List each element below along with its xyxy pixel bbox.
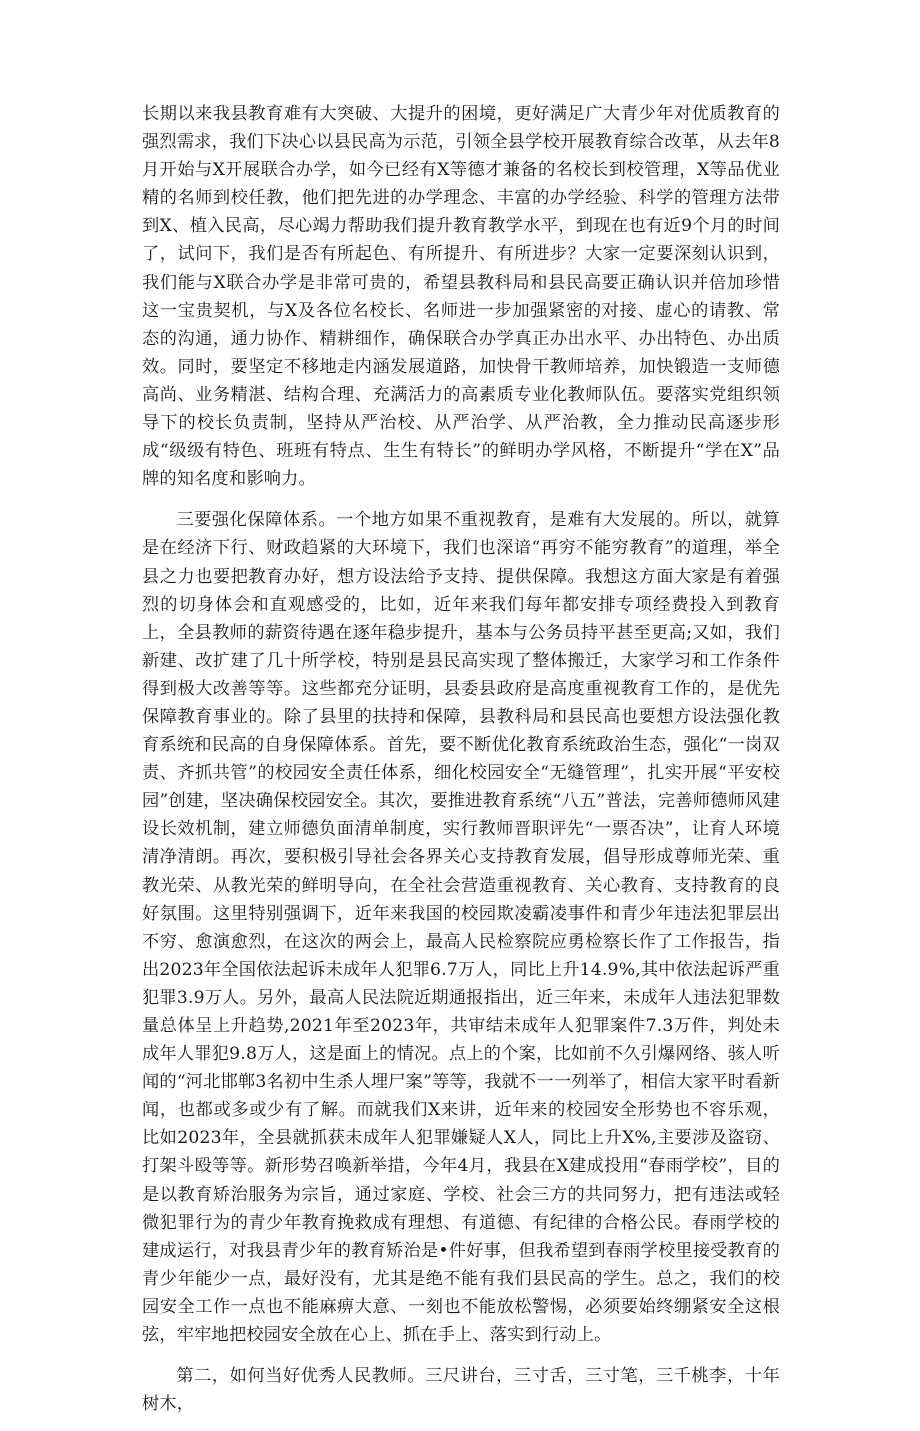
paragraph-guarantee-system: 三要强化保障体系。一个地方如果不重视教育，是难有大发展的。所以，就算是在经济下行、财政趋紧的大环境下，我们也深谙“再穷不能穷教育”的道理，举全县之力也要把教育办好，想方设法给予支持、提供保障。我想这方面大家是有着强烈的切身体会和直观感受的，比如，近年来我们每年都安排专项经费投入到教育上，全县教师的薪资待遇在逐年稳步提升，基本与公务员持平甚至更高;又如，我们新建、改扩建了几十所学校，特别是县民高实现了整体搬迁，大家学习和工作条件得到极大改善等等。这些都充分证明，县委县政府是高度重视教育工作的，是优先保障教育事业的。除了县里的扶持和保障，县教科局和县民高也要想方设法强化教育系统和民高的自身保障体系。首先，要不断优化教育系统政治生态，强化“一岗双责、齐抓共管”的校园安全责任体系，细化校园安全“无缝管理”，扎实开展“平安校园”创建，坚决确保校园安全。其次，要推进教育系统“八五”普法，完善师德师风建设长效机制，建立师德负面清单制度，实行教师晋职评先“一票否决”，让育人环境清净清朗。再次，要积极引导社会各界关心支持教育发展，倡导形成尊师光荣、重教光荣、从教光荣的鲜明导向，在全社会营造重视教育、关心教育、支持教育的良好氛围。这里特别强调下，近年来我国的校园欺凌霸凌事件和青少年违法犯罪层出不穷、愈演愈烈，在这次的两会上，最高人民检察院应勇检察长作了工作报告，指出2023年全国依法起诉未成年人犯罪6.7万人，同比上升14.9%,其中依法起诉严重犯罪3.9万人。另外，最高人民法院近期通报指出，近三年来，未成年人违法犯罪数量总体呈上升趋势,2021年至2023年，共审结未成年人犯罪案件7.3万件，判处未成年人罪犯9.8万人，这是面上的情况。点上的个案，比如前不久引爆网络、骇人听闻的“河北邯郸3名初中生杀人埋尸案”等等，我就不一一列举了，相信大家平时看新闻，也都或多或少有了解。而就我们X来讲，近年来的校园安全形势也不容乐观，比如2023年，全县就抓获未成年人犯罪嫌疑人X人，同比上升X%,主要涉及盗窃、打架斗殴等等。新形势召唤新举措，今年4月，我县在X建成投用“春雨学校”，目的是以教育矫治服务为宗旨，通过家庭、学校、社会三方的共同努力，把有违法或轻微犯罪行为的青少年教育挽救成有理想、有道德、有纪律的合格公民。春雨学校的建成运行，对我县青少年的教育矫治是•件好事，但我希望到春雨学校里接受教育的青少年能少一点，最好没有，尤其是绝不能有我们县民高的学生。总之，我们的校园安全工作一点也不能麻痹大意、一刻也不能放松警惕，必须要始终绷紧安全这根弦，牢牢地把校园安全放在心上、抓在手上、落实到行动上。 [142,510,780,1346]
document-body [142,100,780,1431]
paragraph-school-reform: 长期以来我县教育难有大突破、大提升的困境，更好满足广大青少年对优质教育的强烈需求，我们下决心以县民高为示范，引领全县学校开展教育综合改革，从去年8月开始与X开展联合办学，如今已经有X等德才兼备的名校长到校管理，X等品优业精的名师到校任教，他们把先进的办学理念、丰富的办学经验、科学的管理方法带到X、植入民高，尽心竭力帮助我们提升教育教学水平，到现在也有近9个月的时间了，试问下，我们是否有所起色、有所提升、有所进步？大家一定要深刻认识到，我们能与X联合办学是非常可贵的，希望县教科局和县民高要正确认识并倍加珍惜这一宝贵契机，与X及各位名校长、名师进一步加强紧密的对接、虚心的请教、常态的沟通，通力协作、精耕细作，确保联合办学真正办出水平、办出特色、办出质效。同时，要坚定不移地走内涵发展道路，加快骨干教师培养，加快锻造一支师德高尚、业务精湛、结构合理、充满活力的高素质专业化教师队伍。要落实党组织领导下的校长负责制，坚持从严治校、从严治学、从严治教，全力推动民高逐步形成“级级有特色、班班有特点、生生有特长”的鲜明办学风格，不断提升“学在X”品牌的知名度和影响力。 [142,104,780,490]
paragraph-excellent-teacher: 第二，如何当好优秀人民教师。三尺讲台，三寸舌，三寸笔，三千桃李，十年树木， [142,1366,780,1415]
